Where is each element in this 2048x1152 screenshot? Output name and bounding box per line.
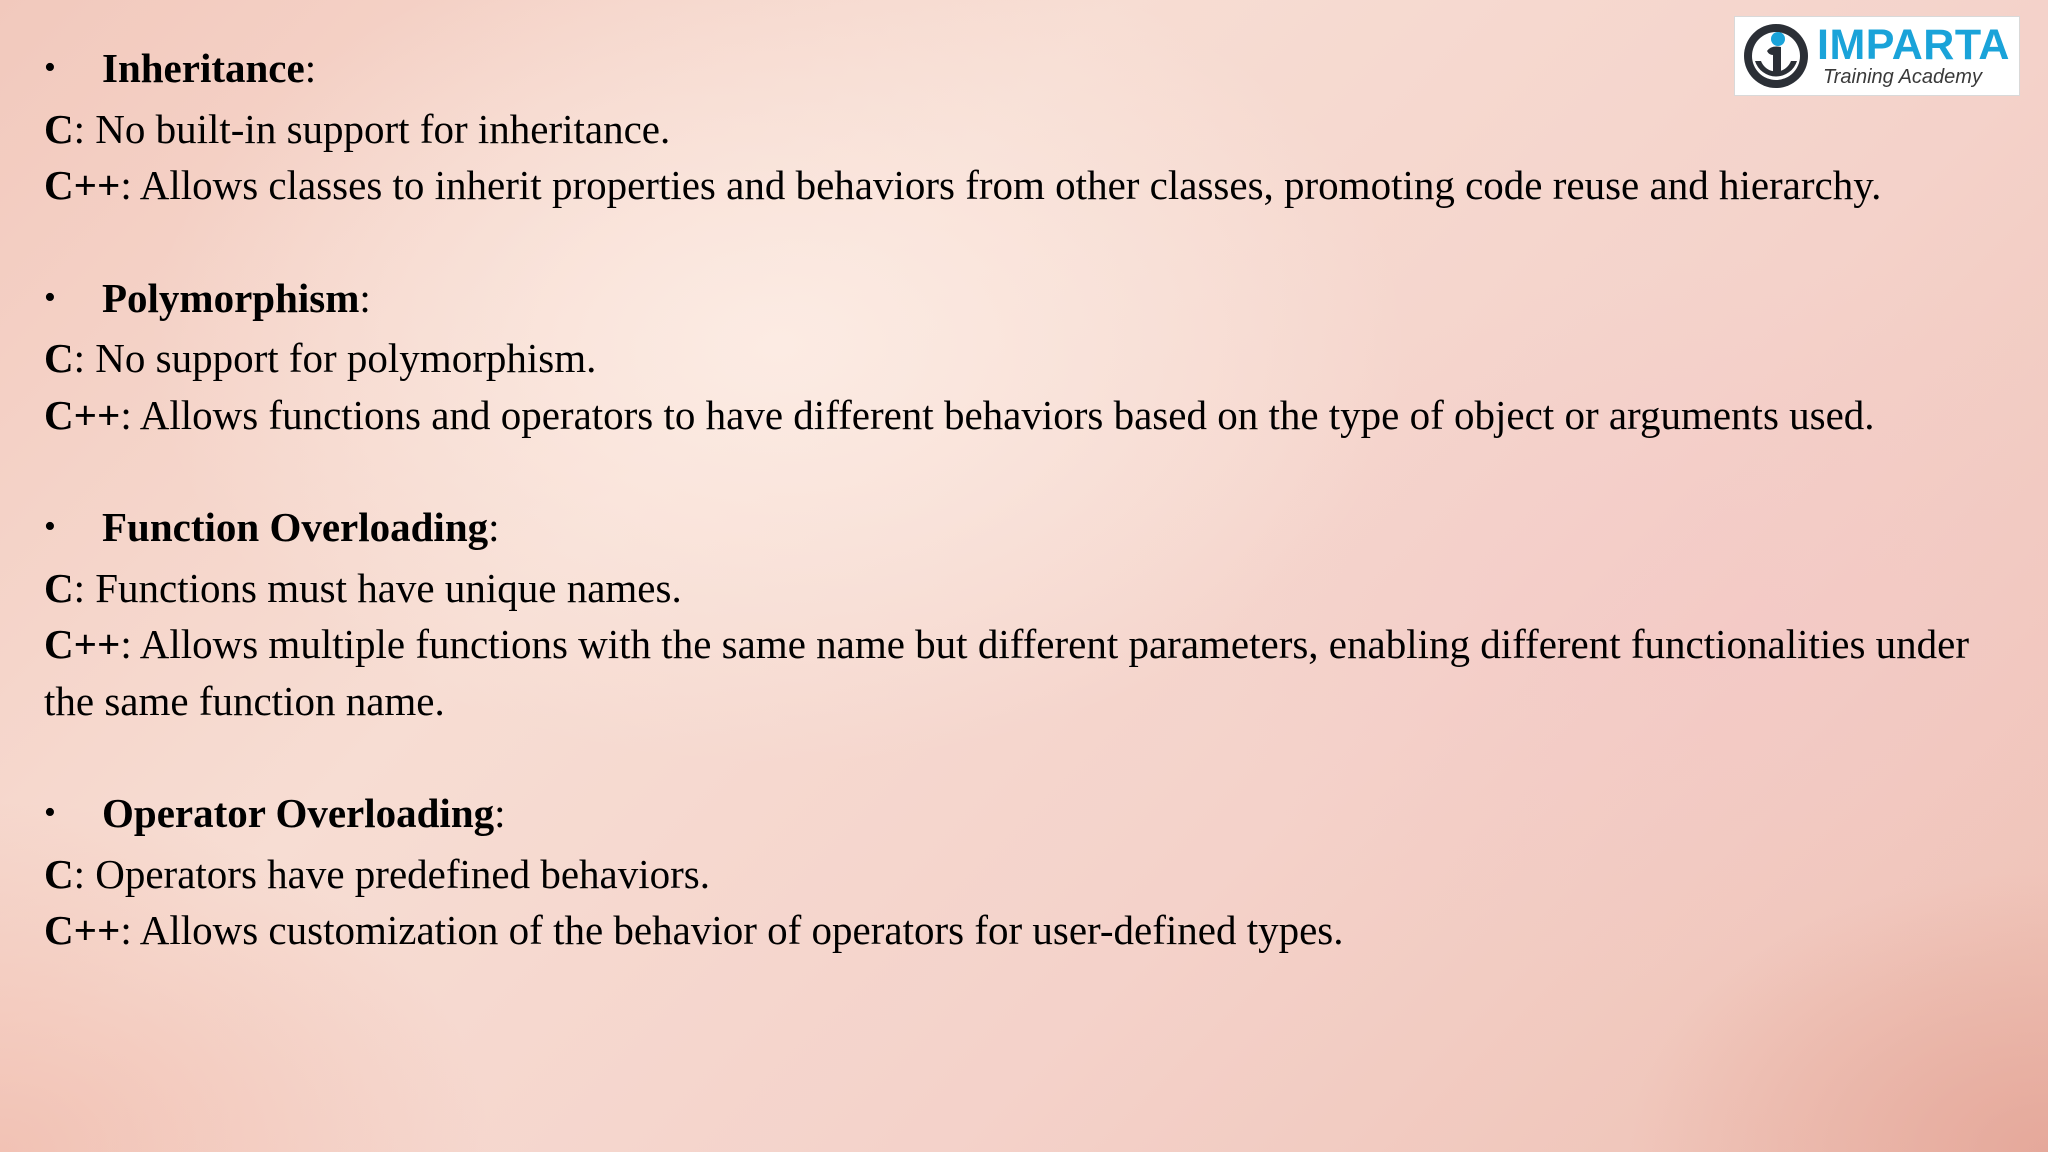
cpp-description — [44, 157, 2004, 214]
section-title: Polymorphism — [102, 274, 360, 321]
section-heading — [44, 499, 2004, 560]
section-inheritance — [44, 40, 2004, 214]
section-heading — [44, 270, 2004, 331]
imparta-logo — [1734, 16, 2020, 96]
section-heading — [44, 40, 2004, 101]
bullet-icon: • — [44, 794, 56, 831]
section-heading — [44, 785, 2004, 846]
c-text: : Functions must have unique names. — [73, 564, 682, 611]
c-label: C — [44, 335, 74, 381]
cpp-description — [44, 616, 2004, 729]
c-description — [44, 846, 2004, 903]
c-description — [44, 330, 2004, 387]
logo-tagline: Training Academy — [1823, 66, 1982, 88]
cpp-label: C++ — [44, 391, 121, 438]
cpp-description — [44, 902, 2004, 959]
cpp-text: : Allows classes to inherit properties and behaviors from other classes, promoting code reuse and hierarchy. — [120, 162, 1882, 208]
cpp-text: : Allows functions and operators to have different behaviors based on the type of object or arguments used. — [120, 391, 1875, 438]
c-text: : No support for polymorphism. — [73, 335, 597, 381]
c-text: : Operators have predefined behaviors. — [73, 850, 710, 897]
c-text: : No built-in support for inheritance. — [73, 105, 671, 152]
section-colon: : — [494, 790, 506, 836]
cpp-text: : Allows customization of the behavior of operators for user-defined types. — [120, 907, 1344, 953]
cpp-label: C++ — [44, 162, 121, 208]
section-title: Inheritance — [102, 45, 305, 91]
section-operator-overloading — [44, 785, 2004, 959]
cpp-label: C++ — [44, 907, 121, 953]
section-title: Function Overloading — [102, 504, 489, 550]
logo-name: IMPARTA — [1817, 21, 2010, 69]
c-description — [44, 560, 2004, 617]
section-colon: : — [488, 504, 500, 550]
c-label: C — [44, 105, 74, 152]
bullet-icon: • — [44, 49, 56, 86]
c-label: C — [44, 564, 74, 611]
section-colon: : — [359, 274, 371, 321]
cpp-description — [44, 387, 2004, 444]
cpp-label: C++ — [44, 621, 121, 667]
cpp-text: : Allows multiple functions with the same name but different parameters, enabling different functionalities under the same function name. — [44, 621, 1970, 724]
c-label: C — [44, 850, 74, 897]
section-polymorphism — [44, 270, 2004, 444]
section-function-overloading — [44, 499, 2004, 729]
bullet-icon: • — [44, 508, 56, 545]
slide-content — [44, 40, 2004, 1015]
bullet-icon: • — [44, 278, 56, 316]
section-title: Operator Overloading — [102, 790, 495, 836]
person-in-circle-logo-icon — [1741, 21, 1811, 91]
section-colon: : — [304, 45, 317, 91]
c-description — [44, 101, 2004, 158]
